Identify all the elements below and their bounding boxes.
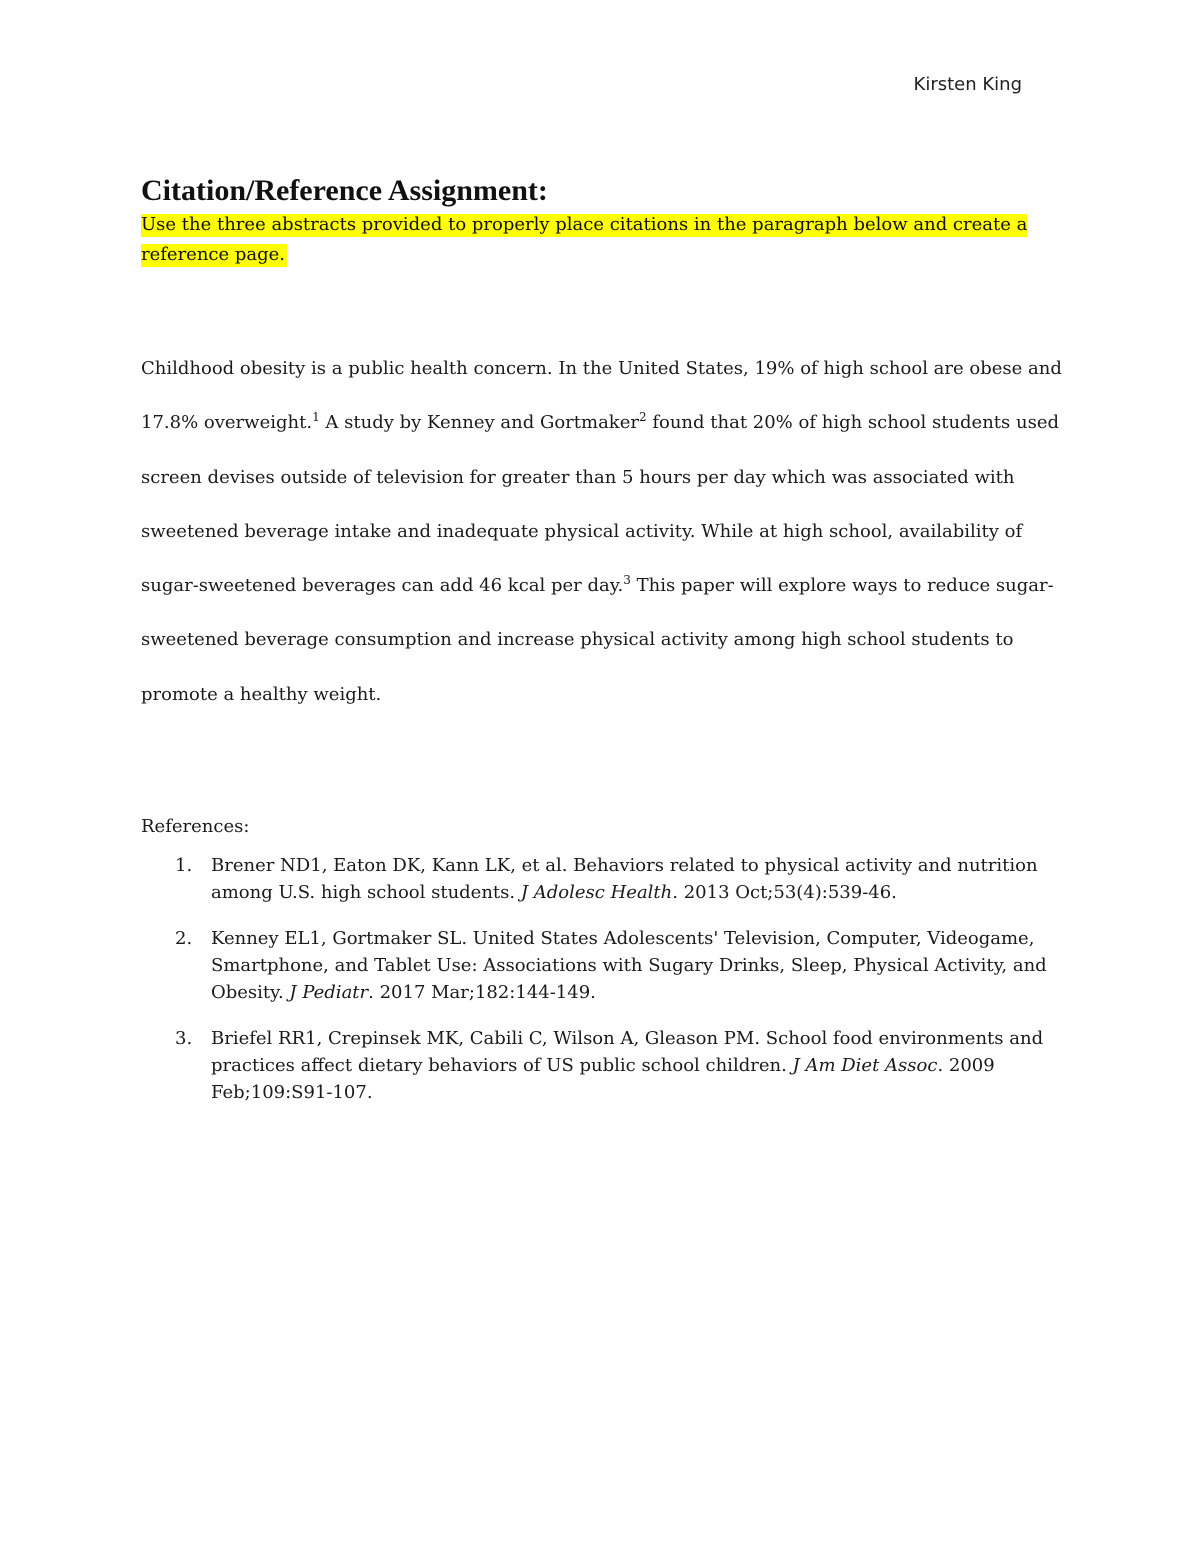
citation-superscript-3: 3 (623, 573, 631, 588)
document-body (141, 172, 1066, 1125)
reference-number: 1. (175, 855, 193, 877)
reference-number: 2. (175, 928, 193, 950)
reference-journal: J Am Diet Assoc (792, 1055, 938, 1077)
reference-text: Brener ND1, Eaton DK, Kann LK, et al. Behaviors related to physical activity and nutrition among U.S. high school students. (211, 855, 1038, 904)
paragraph-text-1: Childhood obesity is a public health concern. In the United States, 19% of high school are obese and 17.8% overweight. (141, 358, 1062, 434)
reference-item-2 (141, 925, 1066, 1006)
instruction-text (141, 210, 1066, 270)
reference-journal: J Pediatr (289, 982, 369, 1004)
paragraph-text-3: found that 20% of high school students used screen devises outside of television for greater than 5 hours per day which was associated with sweetened beverage intake and inadequate physical activity. While at high school, availability of sugar-sweetened beverages can add 46 kcal per day. (141, 412, 1060, 597)
header-author-name: Kirsten King (913, 74, 1022, 95)
citation-superscript-1: 1 (312, 410, 320, 425)
paragraph-text-2: A study by Kenney and Gortmaker (319, 412, 639, 434)
reference-details: . 2009 Feb;109:S91-107. (211, 1055, 995, 1104)
reference-text: Briefel RR1, Crepinsek MK, Cabili C, Wilson A, Gleason PM. School food environments and practices affect dietary behaviors of US public school children. (211, 1028, 1044, 1077)
document-title: Citation/Reference Assignment: (141, 174, 548, 207)
reference-journal: J Adolesc Health. (520, 882, 678, 904)
citation-superscript-2: 2 (638, 410, 647, 425)
references-heading: References: (141, 816, 250, 838)
body-paragraph (141, 342, 1066, 722)
reference-details: 2013 Oct;53(4):539-46. (677, 882, 897, 904)
highlighted-instruction: Use the three abstracts provided to properly place citations in the paragraph below and create a reference page. (141, 214, 1028, 265)
reference-details: . 2017 Mar;182:144-149. (368, 982, 596, 1004)
reference-text: Kenney EL1, Gortmaker SL. United States Adolescents' Television, Computer, Videogame, Smartphone, and Tablet Use: Associations with Sugary Drinks, Sleep, Physical Activity, and Obesity. (211, 928, 1047, 1004)
paragraph-text-4: This paper will explore ways to reduce sugar-sweetened beverage consumption and increase physical activity among high school students to promote a healthy weight. (141, 575, 1054, 705)
reference-number: 3. (175, 1028, 193, 1050)
reference-item-1 (141, 852, 1066, 906)
references-list (141, 852, 1066, 1106)
reference-item-3 (141, 1025, 1066, 1106)
